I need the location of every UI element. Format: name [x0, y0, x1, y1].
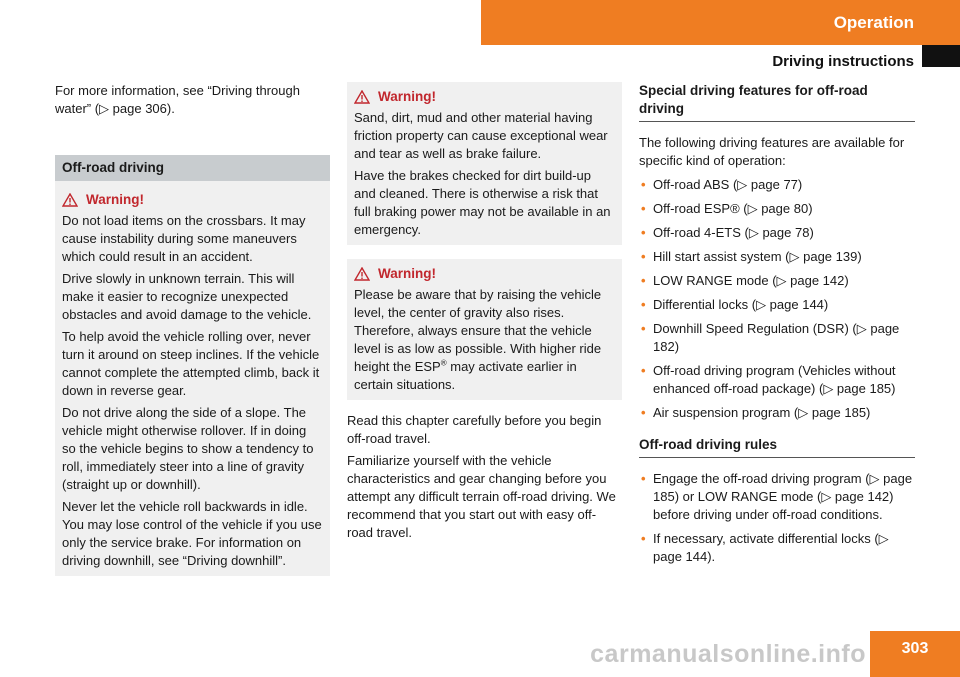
warning-box-ride-height: [347, 259, 622, 400]
warning-paragraph: [354, 286, 615, 394]
header-subsection-title: Driving instructions: [772, 53, 914, 70]
section-title-driving-rules: Off-road driving rules: [639, 436, 915, 458]
section-title-special-features: Special driving features for off-road driving: [639, 82, 915, 122]
warning-paragraph: Drive slowly in unknown terrain. This will make it easier to recognize unexpected obstacles and avoid damage to the vehicle.: [62, 271, 312, 322]
list-item: • Off-road ABS (▷ page 77): [641, 177, 803, 192]
header-section-title: Operation: [833, 12, 914, 32]
header-black-tab: [922, 45, 960, 67]
body-paragraph: Familiarize yourself with the vehicle characteristics and gear changing before you attempt any difficult terrain off-road driving. We recommend that you start out with easy off-road travel.: [347, 453, 616, 540]
warning-paragraph: Do not load items on the crossbars. It may cause instability during some maneuvers which could result in an accident.: [62, 213, 306, 264]
list-item: • Engage the off-road driving program (▷ page 185) or LOW RANGE mode (▷ page 142) before driving under off-road conditions.: [641, 471, 913, 522]
warning-triangle-icon: [62, 193, 78, 207]
bullet-icon: •: [641, 471, 646, 486]
bullet-icon: •: [641, 531, 646, 546]
warning-text-part: may activate earlier in certain situations.: [354, 359, 577, 392]
bullet-icon: •: [641, 321, 646, 336]
column-middle: [347, 82, 622, 546]
bullet-icon: •: [641, 273, 646, 288]
intro-text: For more information, see “Driving through water” (▷ page 306).: [55, 83, 300, 116]
bullet-icon: •: [641, 297, 646, 312]
warning-label: Warning!: [86, 192, 144, 207]
warning-header: [62, 187, 323, 212]
watermark: carmanualsonline.info: [590, 640, 866, 668]
features-intro: The following driving features are available for specific kind of operation:: [639, 135, 905, 168]
list-item: • If necessary, activate differential locks (▷ page 144).: [641, 531, 889, 564]
list-item: • Air suspension program (▷ page 185): [641, 405, 871, 420]
warning-paragraph: Have the brakes checked for dirt build-up and cleaned. There is otherwise a risk that full braking power may not be available in an emergency.: [354, 168, 611, 237]
warning-text-part: Please be aware that by raising the vehicle level, the center of gravity also rises. Therefore, always ensure that the vehicle level is as low as possible. With higher ride height the ESP: [354, 287, 602, 374]
header-section-banner: [481, 0, 960, 45]
list-item: • Off-road 4-ETS (▷ page 78): [641, 225, 814, 240]
rules-list: [639, 470, 915, 566]
warning-triangle-icon: [354, 267, 370, 281]
list-item: • Hill start assist system (▷ page 139): [641, 249, 862, 264]
list-item: • Off-road ESP® (▷ page 80): [641, 201, 813, 216]
warning-triangle-icon: [354, 90, 370, 104]
list-item: • Downhill Speed Regulation (DSR) (▷ page 182): [641, 321, 900, 354]
warning-paragraph: To help avoid the vehicle rolling over, never turn it around on steep inclines. If the vehicle cannot complete the attempted climb, back it down in reverse gear.: [62, 329, 320, 398]
list-item: • LOW RANGE mode (▷ page 142): [641, 273, 849, 288]
column-left: [55, 82, 330, 576]
body-paragraph: Read this chapter carefully before you begin off-road travel.: [347, 413, 602, 446]
bullet-icon: •: [641, 249, 646, 264]
warning-label: Warning!: [378, 89, 436, 104]
section-title-off-road-driving: Off-road driving: [55, 155, 330, 181]
page-number: 303: [870, 631, 960, 677]
list-item: • Off-road driving program (Vehicles without enhanced off-road package) (▷ page 185): [641, 363, 896, 396]
warning-header: [354, 84, 615, 109]
bullet-icon: •: [641, 405, 646, 420]
column-right: [639, 82, 915, 572]
warning-label: Warning!: [378, 266, 436, 281]
bullet-icon: •: [641, 363, 646, 378]
registered-mark: ®: [440, 358, 447, 368]
warning-box-brakes: [347, 82, 622, 245]
warning-header: [354, 261, 615, 286]
bullet-icon: •: [641, 225, 646, 240]
warning-paragraph: Do not drive along the side of a slope. The vehicle might otherwise rollover. If in doing so the vehicle begins to show a tendency to roll, immediately steer into a line of gravity (straight up or downhill).: [62, 405, 314, 492]
warning-paragraph: Never let the vehicle roll backwards in idle. You may lose control of the vehicle if you use only the service brake. For information on driving downhill, see “Driving downhill”.: [62, 499, 322, 568]
list-item: • Differential locks (▷ page 144): [641, 297, 829, 312]
warning-box-off-road: [55, 181, 330, 576]
warning-paragraph: Sand, dirt, mud and other material having friction property can cause exceptional wear and tear as well as brake failure.: [354, 110, 608, 161]
bullet-icon: •: [641, 201, 646, 216]
bullet-icon: •: [641, 177, 646, 192]
features-list: [639, 176, 915, 422]
